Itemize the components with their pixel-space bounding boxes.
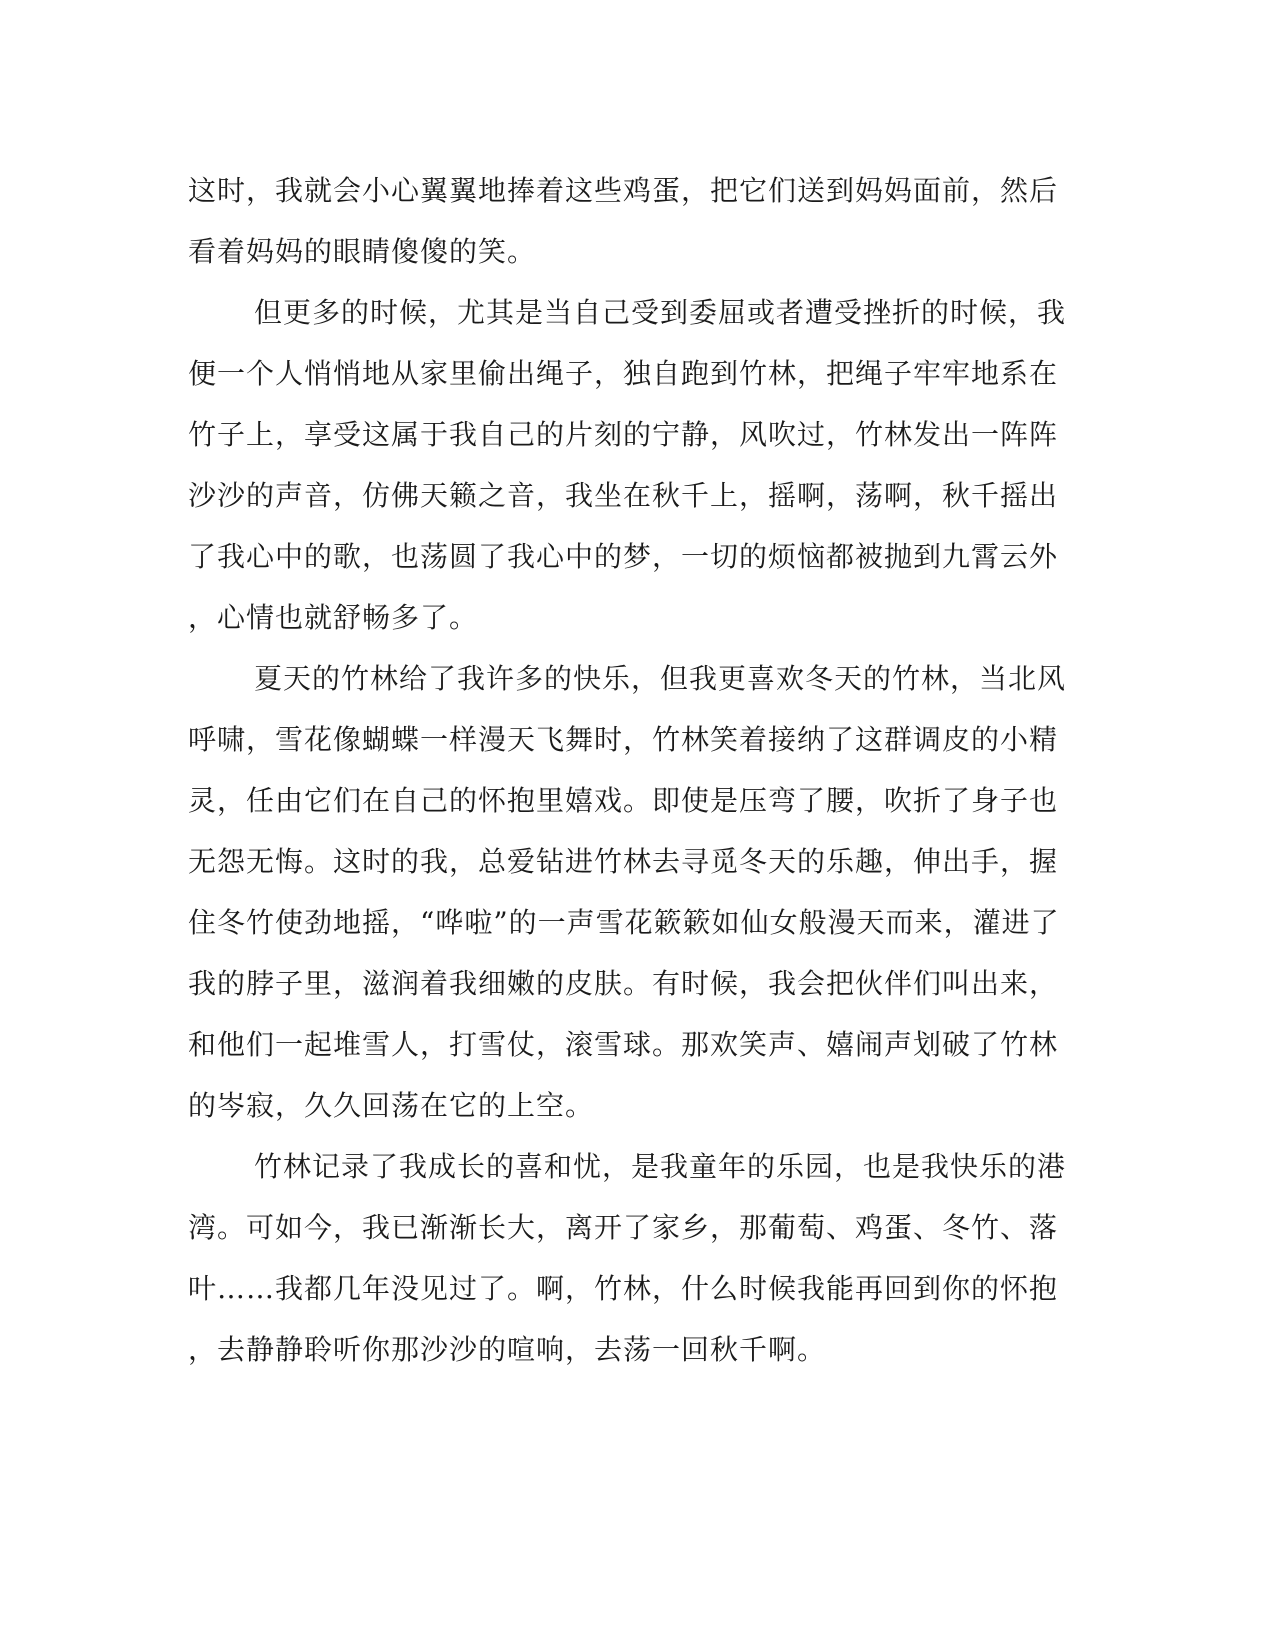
text-line: 便一个人悄悄地从家里偷出绳子，独自跑到竹林，把绳子牢牢地系在 xyxy=(188,357,1059,390)
text-line: 这时，我就会小心翼翼地捧着这些鸡蛋，把它们送到妈妈面前，然后 xyxy=(188,174,1059,207)
text-line: 的岑寂，久久回荡在它的上空。 xyxy=(188,1089,595,1122)
text-line: ，去静静聆听你那沙沙的喧响，去荡一回秋千啊。 xyxy=(188,1333,827,1366)
text-line: 叶……我都几年没见过了。啊，竹林，什么时候我能再回到你的怀抱 xyxy=(188,1272,1059,1305)
text-line: 了我心中的歌，也荡圆了我心中的梦，一切的烦恼都被抛到九霄云外 xyxy=(188,540,1059,573)
text-line: ，心情也就舒畅多了。 xyxy=(188,601,479,634)
text-line: 竹林记录了我成长的喜和忧，是我童年的乐园，也是我快乐的港 xyxy=(254,1150,1067,1183)
text-line: 但更多的时候，尤其是当自己受到委屈或者遭受挫折的时候，我 xyxy=(254,296,1067,329)
text-line: 灵，任由它们在自己的怀抱里嬉戏。即使是压弯了腰，吹折了身子也 xyxy=(188,784,1059,817)
text-line: 湾。可如今，我已渐渐长大，离开了家乡，那葡萄、鸡蛋、冬竹、落 xyxy=(188,1211,1059,1244)
essay-body xyxy=(188,160,1068,1380)
paragraph-1 xyxy=(188,160,1068,282)
text-line: 沙沙的声音，仿佛天籁之音，我坐在秋千上，摇啊，荡啊，秋千摇出 xyxy=(188,479,1059,512)
text-line: 我的脖子里，滋润着我细嫩的皮肤。有时候，我会把伙伴们叫出来， xyxy=(188,967,1059,1000)
text-line: 呼啸，雪花像蝴蝶一样漫天飞舞时，竹林笑着接纳了这群调皮的小精 xyxy=(188,723,1059,756)
paragraph-4 xyxy=(188,1136,1068,1380)
paragraph-2 xyxy=(188,282,1068,648)
text-line: 和他们一起堆雪人，打雪仗，滚雪球。那欢笑声、嬉闹声划破了竹林 xyxy=(188,1028,1059,1061)
text-line: 住冬竹使劲地摇，“哗啦”的一声雪花簌簌如仙女般漫天而来，灌进了 xyxy=(188,906,1060,939)
paragraph-3 xyxy=(188,648,1068,1136)
text-line: 竹子上，享受这属于我自己的片刻的宁静，风吹过，竹林发出一阵阵 xyxy=(188,418,1059,451)
text-line: 无怨无悔。这时的我，总爱钻进竹林去寻觅冬天的乐趣，伸出手，握 xyxy=(188,845,1059,878)
text-line: 看着妈妈的眼睛傻傻的笑。 xyxy=(188,235,537,268)
text-line: 夏天的竹林给了我许多的快乐，但我更喜欢冬天的竹林，当北风 xyxy=(254,662,1067,695)
